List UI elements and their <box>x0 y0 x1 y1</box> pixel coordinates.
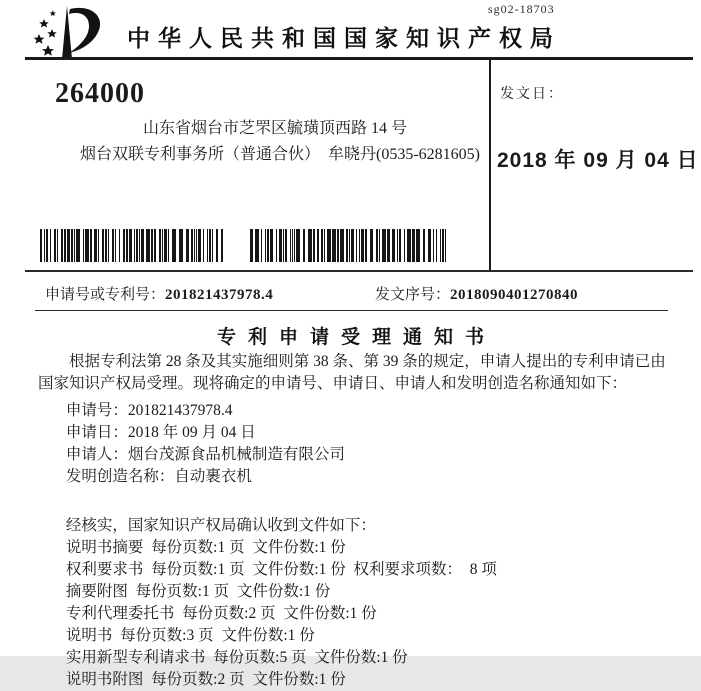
file-item-description-figures: 说明书附图 每份页数:2 页 文件份数:1 份 <box>65 671 346 688</box>
detail-invention-title: 发明创造名称：自动裹衣机 <box>65 468 252 485</box>
dispatch-box-divider-line <box>489 59 491 271</box>
serial-number <box>375 283 578 304</box>
dispatch-date-value: 2018 年 09 月 04 日 <box>497 149 699 172</box>
application-number <box>45 283 273 304</box>
doc-code: sg02-18703 <box>488 2 555 16</box>
barcode-serial-number <box>250 229 450 262</box>
detail-application-date: 申请日：2018 年 09 月 04 日 <box>65 424 256 441</box>
dispatch-date-label: 发文日： <box>500 87 564 102</box>
file-item-abstract-figure: 摘要附图 每份页数:1 页 文件份数:1 份 <box>65 583 331 600</box>
application-details <box>38 400 673 488</box>
detail-application-number: 申请号：201821437978.4 <box>65 402 233 419</box>
file-item-utility-model-request: 实用新型专利请求书 每份页数:5 页 文件份数:1 份 <box>65 649 408 666</box>
serial-number-label: 发文序号： <box>375 287 451 303</box>
file-item-claims: 权利要求书 每份页数:1 页 文件份数:1 份 权利要求项数： 8 项 <box>65 561 497 578</box>
barcode-application-number <box>40 229 227 262</box>
header-divider-line <box>25 57 693 60</box>
reference-row-bottom-line <box>35 310 668 311</box>
detail-applicant: 申请人：烟台茂源食品机械制造有限公司 <box>65 446 345 463</box>
received-files-list <box>38 537 673 691</box>
file-item-abstract: 说明书摘要 每份页数:1 页 文件份数:1 份 <box>65 539 346 556</box>
file-item-description: 说明书 每份页数:3 页 文件份数:1 份 <box>65 627 315 644</box>
notice-intro-paragraph: 根据专利法第 28 条及其实施细则第 38 条、第 39 条的规定，申请人提出的专利申请已由国家知识产权局受理。现将确定的申请号、申请日、申请人和发明创造名称通知如下： <box>38 353 666 392</box>
recipient-address: 山东省烟台市芝罘区毓璜顶西路 14 号 <box>143 120 408 137</box>
received-files-heading: 经核实，国家知识产权局确认收到文件如下： <box>65 517 376 534</box>
recipient-agency-contact: 烟台双联专利事务所（普通合伙） 牟晓丹(0535-6281605) <box>80 146 480 163</box>
application-number-value: 201821437978.4 <box>165 287 274 303</box>
notice-title: 专利申请受理通知书 <box>216 327 496 348</box>
postal-code: 264000 <box>55 78 145 109</box>
office-name-title: 中华人民共和国国家知识产权局 <box>127 26 561 51</box>
application-number-label: 申请号或专利号： <box>45 287 166 303</box>
notice-body <box>38 351 673 691</box>
cnipa-logo-icon <box>22 3 104 61</box>
serial-number-value: 2018090401270840 <box>450 287 579 303</box>
file-item-power-of-attorney: 专利代理委托书 每份页数:2 页 文件份数:1 份 <box>65 605 377 622</box>
reference-row-top-line <box>25 270 693 272</box>
